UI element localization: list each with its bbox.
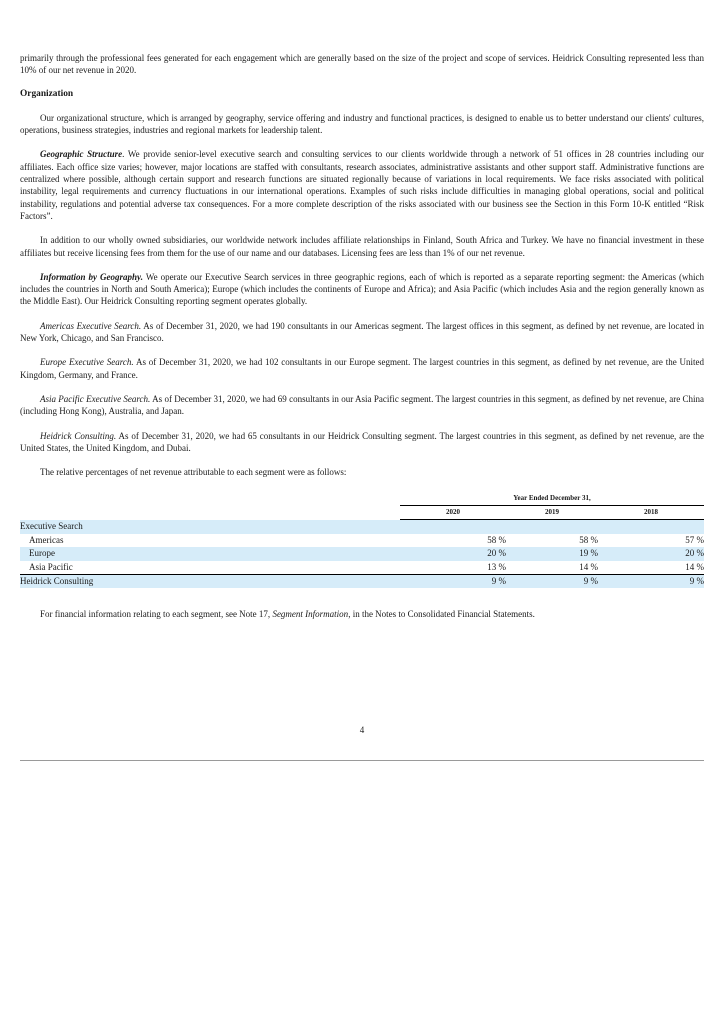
table-row-label: Americas [29,535,64,545]
intro-paragraph: primarily through the professional fees generated for each engagement which are generally based on the size of the project and scope of services. Heidrick Consulting represented less than 10% of our net revenue in 2020. [20,53,704,76]
table-year-header: 2020 [400,506,506,520]
affiliates-paragraph: In addition to our wholly owned subsidiaries, our worldwide network includes affiliate relationships in Finland, South Africa and Turkey. We have no financial investment in these affiliates but receive licensing fees from them for the use of our name and our databases. Licensing fees are less than 1% of our net revenue. [20,235,704,258]
heidrick-consulting-paragraph [20,430,704,455]
footnote-text-after: , in the Notes to Consolidated Financial Statements. [348,609,535,620]
table-cell: 14 % [506,561,598,575]
europe-paragraph [20,356,704,381]
table-cell: 20 % [598,547,704,560]
geographic-structure-paragraph [20,148,704,222]
table-cell: 57 % [685,535,704,545]
americas-text: As of December 31, 2020, we had 190 consultants in our Americas segment. The largest offices in this segment, as defined by net revenue, are located in New York, Chicago, and San Francisco. [20,320,704,344]
geographic-structure-lead: Geographic Structure [40,149,123,160]
table-cell: 19 % [506,547,598,560]
geographic-structure-text: . We provide senior-level executive search and consulting services to our clients worldwide through a network of 51 offices in 28 countries including our affiliates. Each office size varies; however, major locations are staffed with consultants, research associates, administrative assistants and other support staff. Administrative functions are centralized where possible, although certain support and research functions are situated regionally because of variations in local requirements. We face risks associated with political instability, legal requirements and currency fluctuations in our international operations. Examples of such risks include difficulties in managing global operations, social and political instability, regulations and potential adverse tax consequences. For a more complete description of the risks associated with our business see the Section in this Form 10-K entitled “Risk Factors”. [20,149,704,221]
page-divider [20,760,704,761]
table-period-header: Year Ended December 31, [400,492,704,506]
table-row-label: Asia Pacific [20,561,400,575]
table-cell: 58 % [487,535,506,545]
asia-pacific-lead: Asia Pacific Executive Search. [40,393,151,404]
table-cell: 9 % [400,574,506,588]
footnote-text-before: For financial information relating to each segment, see Note 17, [40,609,273,620]
heidrick-consulting-text: As of December 31, 2020, we had 65 consultants in our Heidrick Consulting segment. The largest countries in this segment, as defined by net revenue, are the United States, the United Kingdom, and Dubai. [20,430,705,453]
information-by-geography-text: We operate our Executive Search services in three geographic regions, each of which is reported as a separate reporting segment: the Americas (which includes the countries in North and South America); Europe (which includes the continents of Europe and Africa); and Asia Pacific (which includes Asia and the region generally known as the Middle East). Our Heidrick Consulting reporting segment operates globally. [20,271,704,307]
table-row [20,561,704,575]
page-number: 4 [359,725,365,735]
footnote-italic: Segment Information [272,609,349,620]
document-page [20,52,704,621]
relative-percentages-paragraph: The relative percentages of net revenue attributable to each segment were as follows: [40,467,347,478]
europe-lead: Europe Executive Search. [40,357,134,368]
table-cell: 9 % [598,574,704,588]
organization-paragraph: Our organizational structure, which is arranged by geography, service offering and industry and functional practices, is designed to enable us to better understand our clients' cultures, operations, business strategies, industries and regional markets for leadership talent. [20,112,704,136]
table-cell: 58 % [579,535,598,545]
table-cell: 20 % [400,547,506,560]
table-group-label: Executive Search [20,520,400,534]
table-row [20,574,704,588]
table-year-header: 2019 [506,506,598,520]
table-cell: 9 % [506,574,598,588]
table-row-label: Europe [20,547,400,560]
europe-text: As of December 31, 2020, we had 102 consultants in our Europe segment. The largest countries in this segment, as defined by net revenue, are the United Kingdom, Germany, and France. [20,357,704,380]
table-row [20,547,704,560]
asia-pacific-text: As of December 31, 2020, we had 69 consultants in our Asia Pacific segment. The largest countries in this segment, as defined by net revenue, are China (including Hong Kong), Australia, and Japan. [20,393,704,417]
table-cell: 13 % [400,561,506,575]
section-heading-organization: Organization [20,88,74,99]
table-row [20,520,704,534]
table-cell: 14 % [598,561,704,575]
information-by-geography-lead: Information by Geography. [40,271,143,282]
americas-paragraph [20,320,704,345]
table-row [20,534,704,547]
heidrick-consulting-lead: Heidrick Consulting. [40,430,117,441]
americas-lead: Americas Executive Search. [40,320,142,331]
table-row-label: Heidrick Consulting [20,574,400,588]
information-by-geography-paragraph [20,271,704,308]
asia-pacific-paragraph [20,393,704,418]
footnote-paragraph [20,608,704,620]
table-year-header: 2018 [598,506,704,520]
segment-revenue-table [20,492,704,588]
